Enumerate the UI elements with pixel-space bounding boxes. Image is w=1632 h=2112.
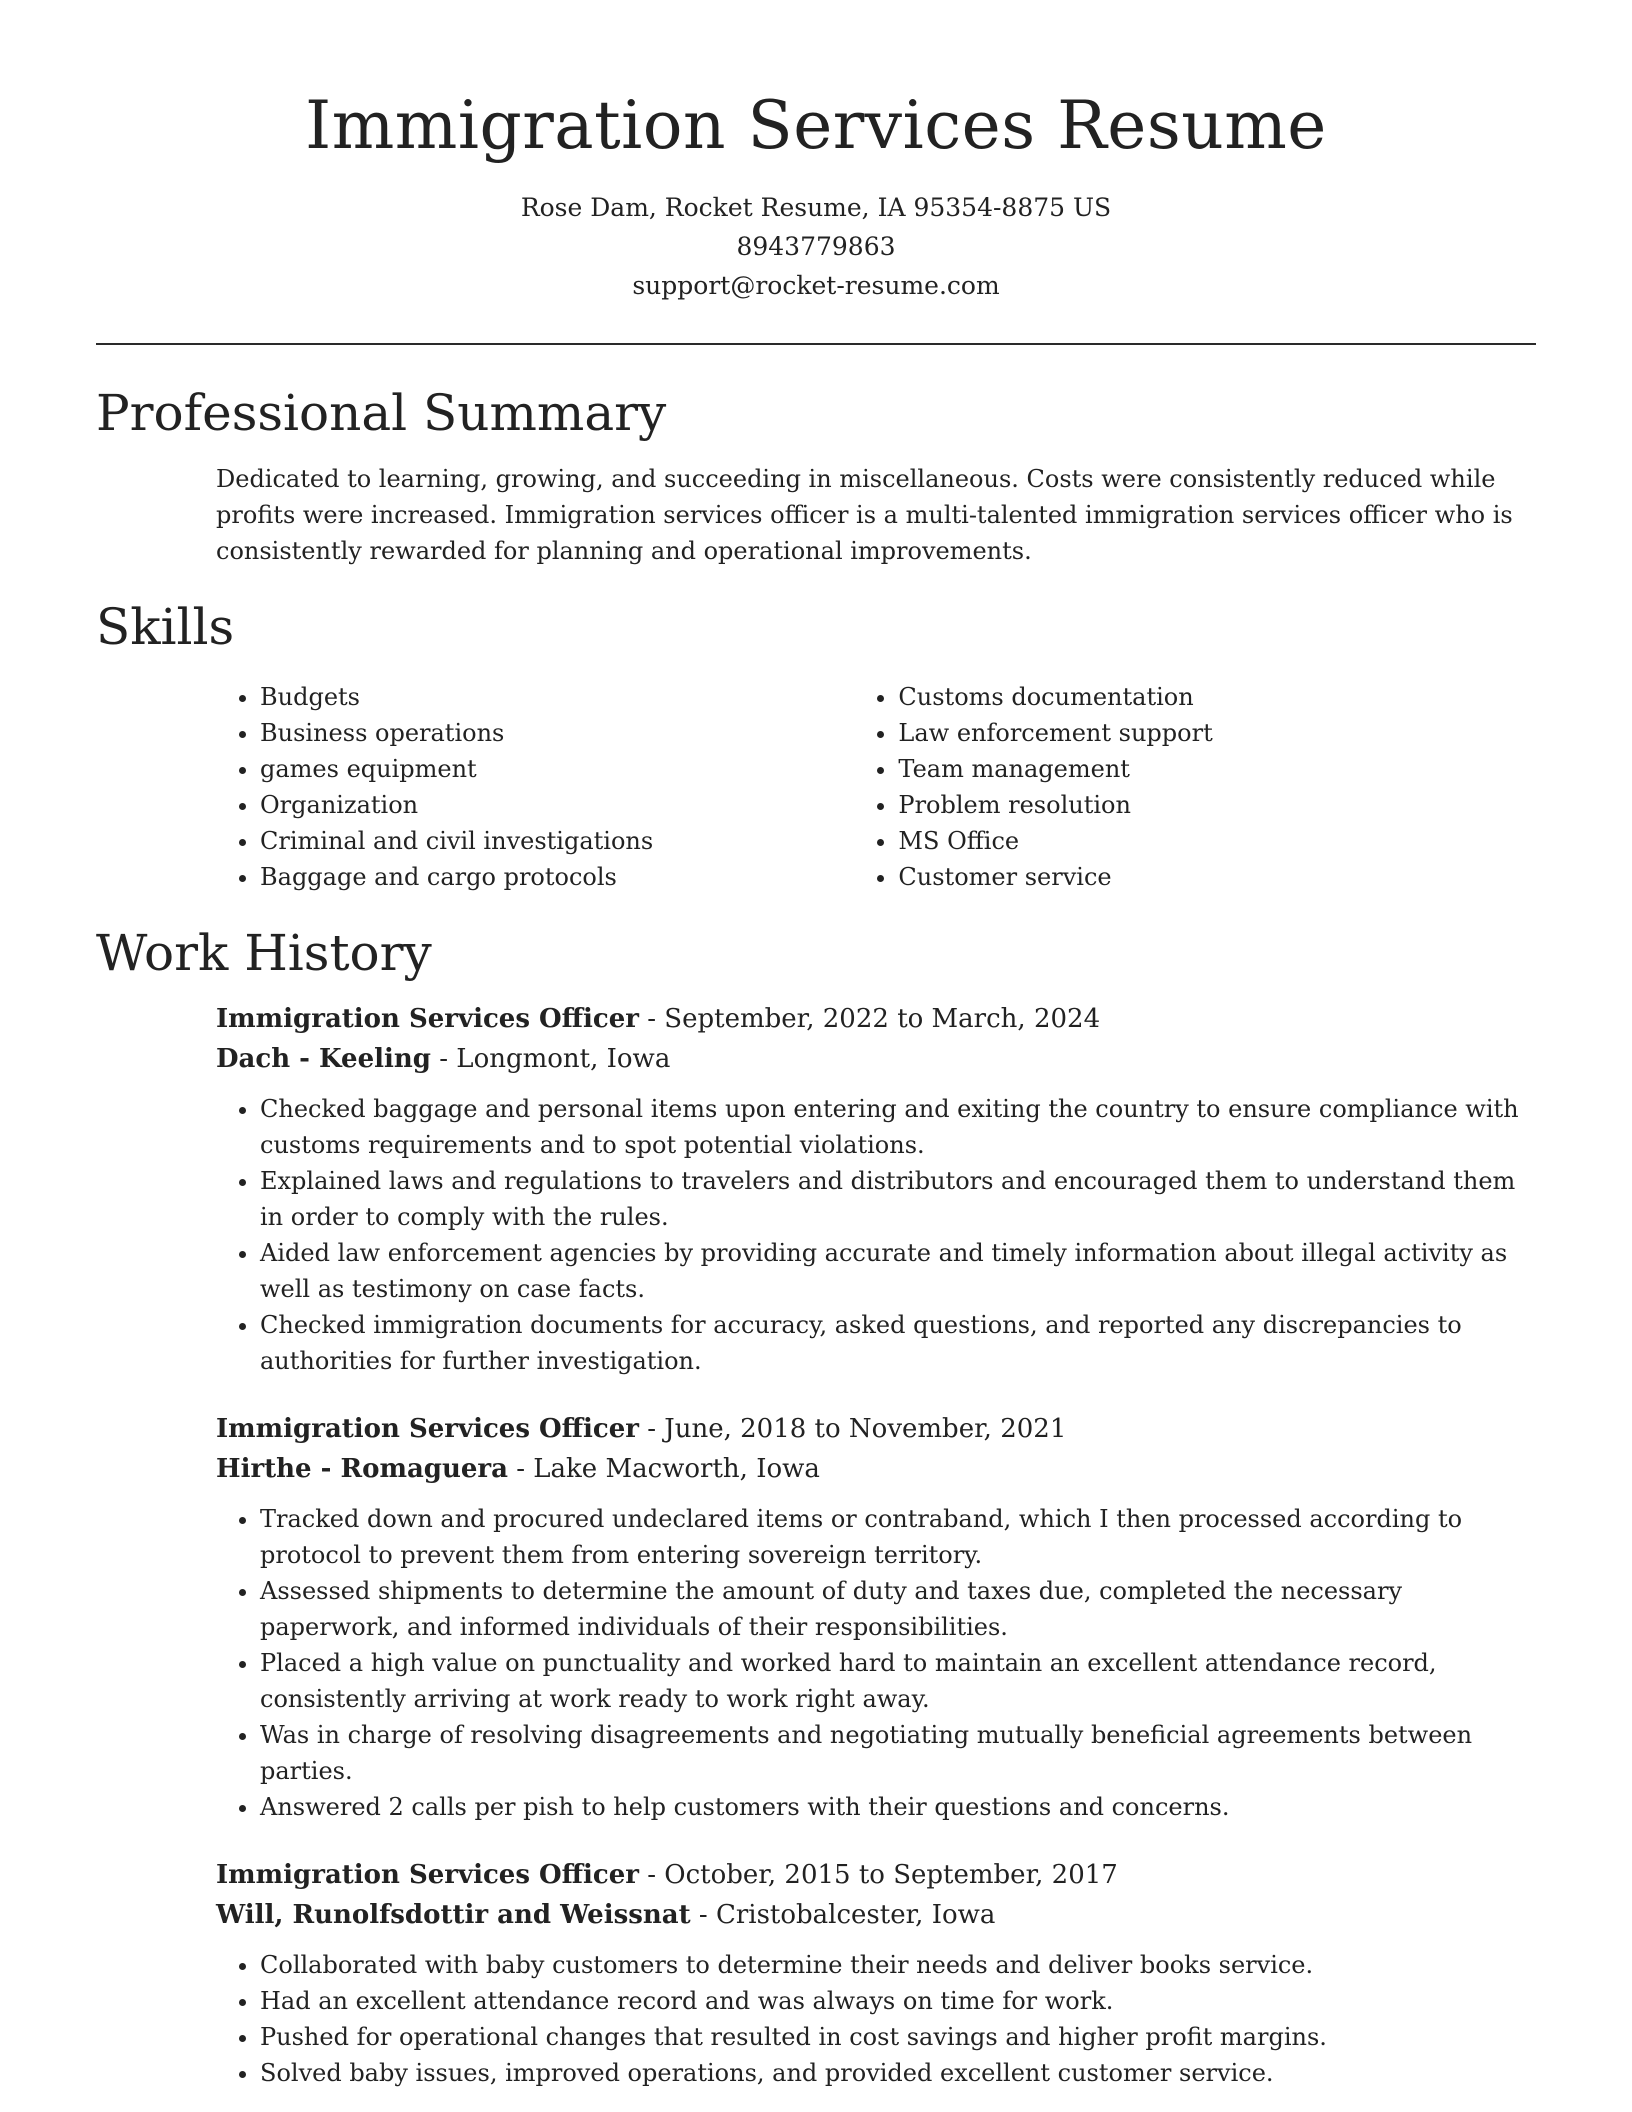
job-location: - Lake Macworth, Iowa (507, 1454, 820, 1484)
summary-heading: Professional Summary (96, 384, 667, 442)
skill-item: • Organization (260, 787, 854, 823)
job-title-line (216, 1409, 1536, 1449)
contact-email: support@rocket-resume.com (632, 271, 1000, 300)
job-bullet: • Aided law enforcement agencies by providing accurate and timely information about illegal activity as well as testimony on case facts. (260, 1235, 1536, 1307)
skill-item: • Baggage and cargo protocols (260, 859, 854, 895)
job-title: Immigration Services Officer (216, 1414, 639, 1444)
job-bullet: • Collaborated with baby customers to determine their needs and deliver books service. (260, 1947, 1536, 1983)
job-location: - Cristobalcester, Iowa (690, 1900, 996, 1930)
header-divider (96, 343, 1536, 345)
job-dates: - June, 2018 to November, 2021 (638, 1414, 1067, 1444)
job-bullet: • Answered 2 calls per pish to help customers with their questions and concerns. (260, 1789, 1536, 1825)
job-entry (216, 999, 1536, 1379)
job-bullets (216, 1947, 1536, 2091)
job-bullet: • Pushed for operational changes that resulted in cost savings and higher profit margins. (260, 2019, 1536, 2055)
job-bullet: • Checked baggage and personal items upon entering and exiting the country to ensure compliance with customs requirements and to spot potential violations. (260, 1091, 1536, 1163)
job-entry (216, 1409, 1536, 1825)
skill-item: • Team management (898, 751, 1536, 787)
contact-address: Rose Dam, Rocket Resume, IA 95354-8875 US (520, 193, 1112, 222)
job-dates: - October, 2015 to September, 2017 (638, 1860, 1118, 1890)
job-company-line (216, 1895, 1536, 1935)
job-entry (216, 1855, 1536, 2091)
skill-item: • Criminal and civil investigations (260, 823, 854, 859)
job-title-line (216, 999, 1536, 1039)
skills-column-right (854, 679, 1536, 895)
skills-column-left (216, 679, 854, 895)
job-title-line (216, 1855, 1536, 1895)
skill-item: • Customs documentation (898, 679, 1536, 715)
skill-item: • Problem resolution (898, 787, 1536, 823)
job-dates: - September, 2022 to March, 2024 (638, 1004, 1101, 1034)
job-location: - Longmont, Iowa (430, 1044, 671, 1074)
job-bullets (216, 1091, 1536, 1379)
job-company: Hirthe - Romaguera (216, 1454, 508, 1484)
job-bullet: • Placed a high value on punctuality and worked hard to maintain an excellent attendance record, consistently arriving at work ready to work right away. (260, 1645, 1536, 1717)
skills-list (216, 679, 1536, 895)
contact-block (96, 188, 1536, 305)
job-bullet: • Had an excellent attendance record and was always on time for work. (260, 1983, 1536, 2019)
skill-item: • MS Office (898, 823, 1536, 859)
job-company: Will, Runolfsdottir and Weissnat (216, 1900, 691, 1930)
job-bullet: • Explained laws and regulations to travelers and distributors and encouraged them to understand them in order to comply with the rules. (260, 1163, 1536, 1235)
job-bullet: • Was in charge of resolving disagreements and negotiating mutually beneficial agreements between parties. (260, 1717, 1536, 1789)
skill-item: • Budgets (260, 679, 854, 715)
contact-phone: 8943779863 (736, 232, 896, 261)
work-history-heading: Work History (96, 924, 432, 982)
job-bullet: • Tracked down and procured undeclared items or contraband, which I then processed according to protocol to prevent them from entering sovereign territory. (260, 1501, 1536, 1573)
skill-item: • games equipment (260, 751, 854, 787)
resume-page (96, 0, 1536, 2091)
job-bullet: • Solved baby issues, improved operations, and provided excellent customer service. (260, 2055, 1536, 2091)
job-bullets (216, 1501, 1536, 1825)
resume-title: Immigration Services Resume (305, 87, 1327, 164)
skills-heading: Skills (96, 598, 235, 656)
summary-text: Dedicated to learning, growing, and succeeding in miscellaneous. Costs were consistently reduced while profits were increased. Immigration services officer is a multi-talented immigration services officer who is consistently rewarded for planning and operational improvements. (216, 465, 1513, 565)
job-company-line (216, 1039, 1536, 1079)
job-title: Immigration Services Officer (216, 1004, 639, 1034)
job-company: Dach - Keeling (216, 1044, 431, 1074)
skill-item: • Business operations (260, 715, 854, 751)
job-title: Immigration Services Officer (216, 1860, 639, 1890)
job-company-line (216, 1449, 1536, 1489)
job-bullet: • Assessed shipments to determine the amount of duty and taxes due, completed the necessary paperwork, and informed individuals of their responsibilities. (260, 1573, 1536, 1645)
job-bullet: • Checked immigration documents for accuracy, asked questions, and reported any discrepancies to authorities for further investigation. (260, 1307, 1536, 1379)
skill-item: • Customer service (898, 859, 1536, 895)
skill-item: • Law enforcement support (898, 715, 1536, 751)
